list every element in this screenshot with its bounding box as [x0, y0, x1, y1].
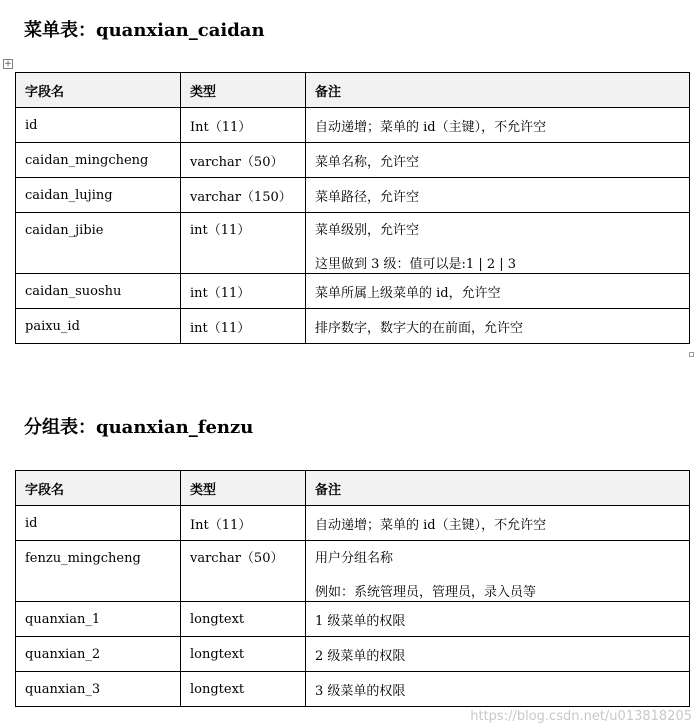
field-cell: caidan_suoshu [16, 274, 181, 309]
field-cell: paixu_id [16, 309, 181, 344]
note-line-2: 例如：系统管理员，管理员，录入员等 [315, 585, 537, 600]
note-cell: 自动递增；菜单的 id（主键），不允许空 [306, 108, 690, 143]
field-cell: caidan_jibie [16, 213, 181, 274]
header-field: 字段名 [16, 471, 181, 506]
table-row [16, 213, 690, 274]
field-cell: id [16, 506, 181, 541]
type-cell: longtext [181, 637, 306, 672]
table-row [16, 309, 690, 344]
note-line-1: 用户分组名称 [315, 551, 394, 566]
header-note: 备注 [306, 471, 690, 506]
note-line-1: 菜单级别，允许空 [315, 223, 420, 238]
header-field: 字段名 [16, 73, 181, 108]
table-row [16, 274, 690, 309]
field-cell: quanxian_3 [16, 672, 181, 707]
table-row [16, 178, 690, 213]
note-cell: 菜单名称，允许空 [306, 143, 690, 178]
type-cell: longtext [181, 602, 306, 637]
table-title-caidan: 菜单表：quanxian_caidan [24, 20, 265, 41]
header-note: 备注 [306, 73, 690, 108]
table-fenzu [15, 470, 690, 707]
table-row [16, 637, 690, 672]
field-cell: quanxian_1 [16, 602, 181, 637]
field-cell: fenzu_mingcheng [16, 541, 181, 602]
header-row [16, 471, 690, 506]
resize-square-icon[interactable] [689, 352, 694, 357]
type-cell: int（11） [181, 213, 306, 274]
table-row [16, 143, 690, 178]
type-cell: longtext [181, 672, 306, 707]
header-row [16, 73, 690, 108]
field-cell: caidan_mingcheng [16, 143, 181, 178]
note-cell [306, 213, 690, 274]
table-row [16, 108, 690, 143]
type-cell: Int（11） [181, 506, 306, 541]
table-row [16, 602, 690, 637]
note-line-2: 这里做到 3 级：值可以是:1 | 2 | 3 [315, 257, 517, 272]
header-type: 类型 [181, 73, 306, 108]
note-cell [306, 541, 690, 602]
type-cell: int（11） [181, 309, 306, 344]
type-cell: varchar（50） [181, 541, 306, 602]
field-cell: id [16, 108, 181, 143]
note-cell: 菜单路径，允许空 [306, 178, 690, 213]
note-cell: 2 级菜单的权限 [306, 637, 690, 672]
note-cell: 自动递增；菜单的 id（主键），不允许空 [306, 506, 690, 541]
note-cell: 1 级菜单的权限 [306, 602, 690, 637]
type-cell: int（11） [181, 274, 306, 309]
table-row [16, 541, 690, 602]
move-cross-icon[interactable]: + [4, 59, 12, 69]
field-cell: caidan_lujing [16, 178, 181, 213]
note-cell: 排序数字，数字大的在前面，允许空 [306, 309, 690, 344]
header-type: 类型 [181, 471, 306, 506]
table-caidan [15, 72, 690, 344]
note-cell: 3 级菜单的权限 [306, 672, 690, 707]
table-title-fenzu: 分组表：quanxian_fenzu [24, 417, 254, 438]
watermark: https://blog.csdn.net/u013818205 [470, 709, 692, 724]
type-cell: varchar（150） [181, 178, 306, 213]
table-row [16, 506, 690, 541]
note-cell: 菜单所属上级菜单的 id，允许空 [306, 274, 690, 309]
type-cell: varchar（50） [181, 143, 306, 178]
field-cell: quanxian_2 [16, 637, 181, 672]
type-cell: Int（11） [181, 108, 306, 143]
table-row [16, 672, 690, 707]
